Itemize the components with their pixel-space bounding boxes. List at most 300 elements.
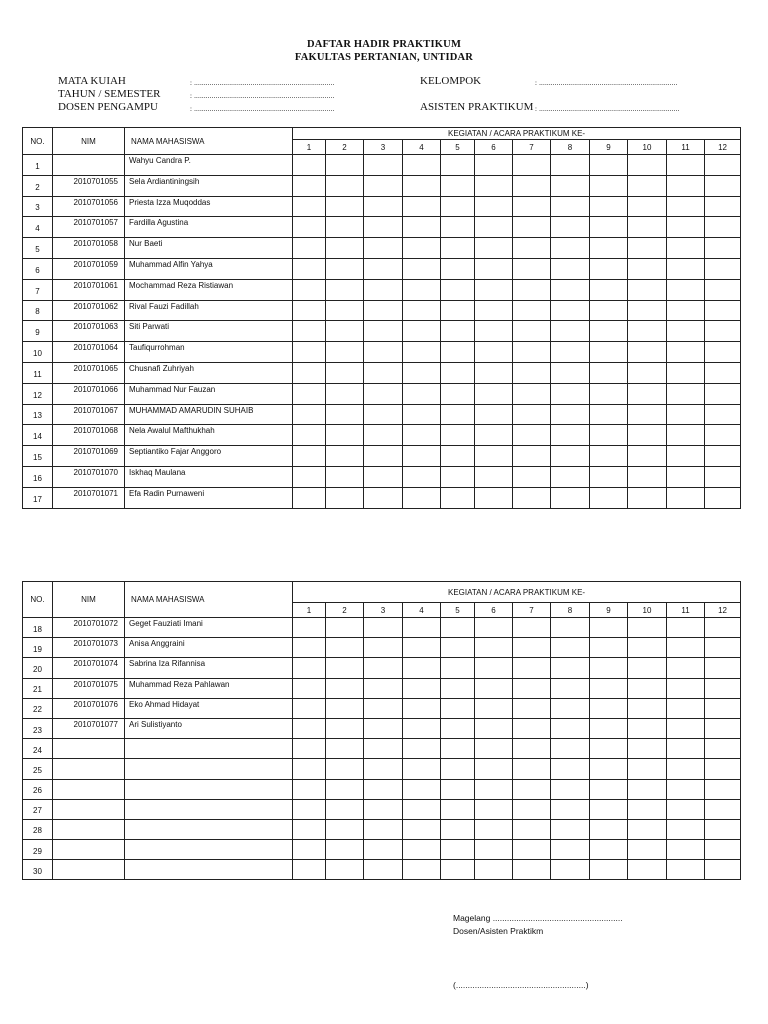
attendance-cell[interactable] bbox=[441, 860, 475, 880]
attendance-cell[interactable] bbox=[403, 342, 441, 363]
attendance-cell[interactable] bbox=[475, 446, 513, 467]
kelompok-field[interactable]: : ....................................................................... bbox=[535, 79, 678, 87]
attendance-cell[interactable] bbox=[364, 658, 403, 678]
attendance-cell[interactable] bbox=[293, 342, 326, 363]
attendance-cell[interactable] bbox=[326, 487, 364, 508]
attendance-cell[interactable] bbox=[364, 383, 403, 404]
attendance-cell[interactable] bbox=[326, 466, 364, 487]
attendance-cell[interactable] bbox=[513, 678, 551, 698]
attendance-cell[interactable] bbox=[293, 638, 326, 658]
attendance-cell[interactable] bbox=[326, 196, 364, 217]
attendance-cell[interactable] bbox=[705, 196, 741, 217]
attendance-cell[interactable] bbox=[403, 779, 441, 799]
attendance-cell[interactable] bbox=[628, 321, 667, 342]
attendance-cell[interactable] bbox=[326, 300, 364, 321]
attendance-cell[interactable] bbox=[513, 487, 551, 508]
attendance-cell[interactable] bbox=[667, 698, 705, 718]
attendance-cell[interactable] bbox=[364, 238, 403, 259]
attendance-cell[interactable] bbox=[705, 238, 741, 259]
attendance-cell[interactable] bbox=[628, 638, 667, 658]
attendance-cell[interactable] bbox=[513, 258, 551, 279]
attendance-cell[interactable] bbox=[513, 446, 551, 467]
attendance-cell[interactable] bbox=[364, 404, 403, 425]
attendance-cell[interactable] bbox=[705, 799, 741, 819]
attendance-cell[interactable] bbox=[441, 175, 475, 196]
attendance-cell[interactable] bbox=[705, 698, 741, 718]
attendance-cell[interactable] bbox=[441, 279, 475, 300]
attendance-cell[interactable] bbox=[326, 658, 364, 678]
attendance-cell[interactable] bbox=[441, 446, 475, 467]
attendance-cell[interactable] bbox=[628, 618, 667, 638]
attendance-cell[interactable] bbox=[590, 425, 628, 446]
attendance-cell[interactable] bbox=[551, 238, 590, 259]
attendance-cell[interactable] bbox=[551, 155, 590, 176]
attendance-cell[interactable] bbox=[293, 425, 326, 446]
attendance-cell[interactable] bbox=[705, 860, 741, 880]
attendance-cell[interactable] bbox=[590, 258, 628, 279]
attendance-cell[interactable] bbox=[628, 487, 667, 508]
attendance-cell[interactable] bbox=[326, 860, 364, 880]
attendance-cell[interactable] bbox=[326, 155, 364, 176]
attendance-cell[interactable] bbox=[628, 383, 667, 404]
attendance-cell[interactable] bbox=[364, 425, 403, 446]
attendance-cell[interactable] bbox=[551, 425, 590, 446]
attendance-cell[interactable] bbox=[475, 779, 513, 799]
attendance-cell[interactable] bbox=[403, 466, 441, 487]
attendance-cell[interactable] bbox=[403, 404, 441, 425]
attendance-cell[interactable] bbox=[628, 860, 667, 880]
attendance-cell[interactable] bbox=[326, 362, 364, 383]
attendance-cell[interactable] bbox=[364, 342, 403, 363]
attendance-cell[interactable] bbox=[590, 618, 628, 638]
attendance-cell[interactable] bbox=[403, 840, 441, 860]
attendance-cell[interactable] bbox=[441, 404, 475, 425]
attendance-cell[interactable] bbox=[590, 362, 628, 383]
attendance-cell[interactable] bbox=[475, 698, 513, 718]
attendance-cell[interactable] bbox=[441, 840, 475, 860]
attendance-cell[interactable] bbox=[705, 718, 741, 738]
attendance-cell[interactable] bbox=[513, 779, 551, 799]
attendance-cell[interactable] bbox=[551, 466, 590, 487]
attendance-cell[interactable] bbox=[293, 819, 326, 839]
attendance-cell[interactable] bbox=[628, 258, 667, 279]
attendance-cell[interactable] bbox=[590, 799, 628, 819]
attendance-cell[interactable] bbox=[364, 196, 403, 217]
attendance-cell[interactable] bbox=[590, 155, 628, 176]
attendance-cell[interactable] bbox=[475, 799, 513, 819]
attendance-cell[interactable] bbox=[628, 819, 667, 839]
attendance-cell[interactable] bbox=[364, 487, 403, 508]
attendance-cell[interactable] bbox=[364, 217, 403, 238]
attendance-cell[interactable] bbox=[475, 860, 513, 880]
attendance-cell[interactable] bbox=[513, 404, 551, 425]
attendance-cell[interactable] bbox=[628, 658, 667, 678]
attendance-cell[interactable] bbox=[705, 739, 741, 759]
attendance-cell[interactable] bbox=[513, 217, 551, 238]
attendance-cell[interactable] bbox=[364, 819, 403, 839]
attendance-cell[interactable] bbox=[551, 404, 590, 425]
attendance-cell[interactable] bbox=[705, 321, 741, 342]
attendance-cell[interactable] bbox=[403, 446, 441, 467]
attendance-cell[interactable] bbox=[667, 258, 705, 279]
attendance-cell[interactable] bbox=[590, 860, 628, 880]
attendance-cell[interactable] bbox=[403, 718, 441, 738]
attendance-cell[interactable] bbox=[441, 658, 475, 678]
attendance-cell[interactable] bbox=[475, 466, 513, 487]
attendance-cell[interactable] bbox=[326, 678, 364, 698]
attendance-cell[interactable] bbox=[590, 217, 628, 238]
attendance-cell[interactable] bbox=[293, 698, 326, 718]
attendance-cell[interactable] bbox=[293, 300, 326, 321]
attendance-cell[interactable] bbox=[403, 658, 441, 678]
attendance-cell[interactable] bbox=[441, 819, 475, 839]
attendance-cell[interactable] bbox=[403, 487, 441, 508]
attendance-cell[interactable] bbox=[667, 840, 705, 860]
attendance-cell[interactable] bbox=[403, 759, 441, 779]
attendance-cell[interactable] bbox=[667, 155, 705, 176]
attendance-cell[interactable] bbox=[326, 383, 364, 404]
attendance-cell[interactable] bbox=[590, 678, 628, 698]
attendance-cell[interactable] bbox=[667, 404, 705, 425]
attendance-cell[interactable] bbox=[551, 799, 590, 819]
attendance-cell[interactable] bbox=[326, 759, 364, 779]
attendance-cell[interactable] bbox=[364, 799, 403, 819]
attendance-cell[interactable] bbox=[403, 799, 441, 819]
attendance-cell[interactable] bbox=[667, 759, 705, 779]
attendance-cell[interactable] bbox=[705, 678, 741, 698]
attendance-cell[interactable] bbox=[590, 342, 628, 363]
attendance-cell[interactable] bbox=[705, 779, 741, 799]
attendance-cell[interactable] bbox=[293, 487, 326, 508]
attendance-cell[interactable] bbox=[667, 175, 705, 196]
attendance-cell[interactable] bbox=[513, 196, 551, 217]
attendance-cell[interactable] bbox=[513, 466, 551, 487]
attendance-cell[interactable] bbox=[364, 321, 403, 342]
attendance-cell[interactable] bbox=[475, 840, 513, 860]
attendance-cell[interactable] bbox=[590, 279, 628, 300]
attendance-cell[interactable] bbox=[364, 279, 403, 300]
attendance-cell[interactable] bbox=[441, 196, 475, 217]
attendance-cell[interactable] bbox=[293, 279, 326, 300]
attendance-cell[interactable] bbox=[628, 466, 667, 487]
attendance-cell[interactable] bbox=[667, 321, 705, 342]
attendance-cell[interactable] bbox=[441, 466, 475, 487]
attendance-cell[interactable] bbox=[293, 196, 326, 217]
attendance-cell[interactable] bbox=[475, 342, 513, 363]
attendance-cell[interactable] bbox=[590, 698, 628, 718]
attendance-cell[interactable] bbox=[475, 238, 513, 259]
attendance-cell[interactable] bbox=[293, 678, 326, 698]
attendance-cell[interactable] bbox=[551, 362, 590, 383]
attendance-cell[interactable] bbox=[590, 321, 628, 342]
mata-kuliah-field[interactable]: : ........................................................................ bbox=[190, 79, 335, 87]
attendance-cell[interactable] bbox=[590, 658, 628, 678]
attendance-cell[interactable] bbox=[513, 300, 551, 321]
attendance-cell[interactable] bbox=[667, 383, 705, 404]
attendance-cell[interactable] bbox=[326, 175, 364, 196]
attendance-cell[interactable] bbox=[667, 860, 705, 880]
attendance-cell[interactable] bbox=[513, 819, 551, 839]
attendance-cell[interactable] bbox=[705, 300, 741, 321]
attendance-cell[interactable] bbox=[551, 217, 590, 238]
attendance-cell[interactable] bbox=[293, 238, 326, 259]
attendance-cell[interactable] bbox=[441, 487, 475, 508]
attendance-cell[interactable] bbox=[667, 779, 705, 799]
attendance-cell[interactable] bbox=[293, 175, 326, 196]
attendance-cell[interactable] bbox=[364, 175, 403, 196]
attendance-cell[interactable] bbox=[293, 779, 326, 799]
attendance-cell[interactable] bbox=[667, 487, 705, 508]
attendance-cell[interactable] bbox=[705, 217, 741, 238]
attendance-cell[interactable] bbox=[513, 238, 551, 259]
attendance-cell[interactable] bbox=[513, 279, 551, 300]
attendance-cell[interactable] bbox=[551, 759, 590, 779]
attendance-cell[interactable] bbox=[403, 300, 441, 321]
attendance-cell[interactable] bbox=[403, 321, 441, 342]
attendance-cell[interactable] bbox=[441, 217, 475, 238]
attendance-cell[interactable] bbox=[475, 718, 513, 738]
attendance-cell[interactable] bbox=[441, 300, 475, 321]
attendance-cell[interactable] bbox=[293, 446, 326, 467]
attendance-cell[interactable] bbox=[551, 487, 590, 508]
attendance-cell[interactable] bbox=[667, 238, 705, 259]
attendance-cell[interactable] bbox=[513, 739, 551, 759]
attendance-cell[interactable] bbox=[441, 155, 475, 176]
attendance-cell[interactable] bbox=[705, 258, 741, 279]
attendance-cell[interactable] bbox=[667, 196, 705, 217]
attendance-cell[interactable] bbox=[551, 258, 590, 279]
attendance-cell[interactable] bbox=[326, 425, 364, 446]
attendance-cell[interactable] bbox=[667, 362, 705, 383]
attendance-cell[interactable] bbox=[513, 425, 551, 446]
attendance-cell[interactable] bbox=[513, 175, 551, 196]
attendance-cell[interactable] bbox=[475, 759, 513, 779]
attendance-cell[interactable] bbox=[628, 342, 667, 363]
attendance-cell[interactable] bbox=[551, 618, 590, 638]
attendance-cell[interactable] bbox=[628, 425, 667, 446]
attendance-cell[interactable] bbox=[590, 404, 628, 425]
attendance-cell[interactable] bbox=[475, 819, 513, 839]
attendance-cell[interactable] bbox=[403, 217, 441, 238]
attendance-cell[interactable] bbox=[628, 238, 667, 259]
attendance-cell[interactable] bbox=[551, 718, 590, 738]
attendance-cell[interactable] bbox=[475, 175, 513, 196]
attendance-cell[interactable] bbox=[441, 638, 475, 658]
attendance-cell[interactable] bbox=[475, 258, 513, 279]
attendance-cell[interactable] bbox=[667, 466, 705, 487]
attendance-cell[interactable] bbox=[551, 638, 590, 658]
attendance-cell[interactable] bbox=[475, 362, 513, 383]
attendance-cell[interactable] bbox=[705, 638, 741, 658]
attendance-cell[interactable] bbox=[667, 718, 705, 738]
attendance-cell[interactable] bbox=[628, 678, 667, 698]
attendance-cell[interactable] bbox=[441, 258, 475, 279]
attendance-cell[interactable] bbox=[364, 718, 403, 738]
attendance-cell[interactable] bbox=[293, 799, 326, 819]
attendance-cell[interactable] bbox=[705, 466, 741, 487]
attendance-cell[interactable] bbox=[293, 739, 326, 759]
attendance-cell[interactable] bbox=[403, 279, 441, 300]
attendance-cell[interactable] bbox=[590, 739, 628, 759]
attendance-cell[interactable] bbox=[705, 279, 741, 300]
attendance-cell[interactable] bbox=[551, 819, 590, 839]
attendance-cell[interactable] bbox=[513, 759, 551, 779]
attendance-cell[interactable] bbox=[513, 321, 551, 342]
attendance-cell[interactable] bbox=[590, 779, 628, 799]
attendance-cell[interactable] bbox=[628, 300, 667, 321]
attendance-cell[interactable] bbox=[364, 300, 403, 321]
attendance-cell[interactable] bbox=[475, 739, 513, 759]
attendance-cell[interactable] bbox=[705, 819, 741, 839]
attendance-cell[interactable] bbox=[705, 425, 741, 446]
attendance-cell[interactable] bbox=[705, 175, 741, 196]
attendance-cell[interactable] bbox=[628, 759, 667, 779]
attendance-cell[interactable] bbox=[551, 840, 590, 860]
attendance-cell[interactable] bbox=[403, 739, 441, 759]
attendance-cell[interactable] bbox=[441, 678, 475, 698]
attendance-cell[interactable] bbox=[293, 362, 326, 383]
attendance-cell[interactable] bbox=[403, 362, 441, 383]
attendance-cell[interactable] bbox=[705, 362, 741, 383]
attendance-cell[interactable] bbox=[475, 321, 513, 342]
tahun-semester-field[interactable]: : ........................................................................ bbox=[190, 92, 335, 100]
attendance-cell[interactable] bbox=[628, 217, 667, 238]
attendance-cell[interactable] bbox=[441, 425, 475, 446]
attendance-cell[interactable] bbox=[513, 362, 551, 383]
attendance-cell[interactable] bbox=[705, 342, 741, 363]
attendance-cell[interactable] bbox=[293, 658, 326, 678]
attendance-cell[interactable] bbox=[628, 404, 667, 425]
attendance-cell[interactable] bbox=[441, 698, 475, 718]
dosen-pengampu-field[interactable]: : ........................................................................ bbox=[190, 105, 335, 113]
footer-signature[interactable]: (.......................................................) bbox=[453, 980, 589, 990]
attendance-cell[interactable] bbox=[364, 840, 403, 860]
attendance-cell[interactable] bbox=[590, 175, 628, 196]
attendance-cell[interactable] bbox=[590, 840, 628, 860]
attendance-cell[interactable] bbox=[475, 487, 513, 508]
attendance-cell[interactable] bbox=[513, 383, 551, 404]
attendance-cell[interactable] bbox=[590, 819, 628, 839]
attendance-cell[interactable] bbox=[513, 658, 551, 678]
attendance-cell[interactable] bbox=[551, 321, 590, 342]
attendance-cell[interactable] bbox=[441, 779, 475, 799]
attendance-cell[interactable] bbox=[293, 840, 326, 860]
attendance-cell[interactable] bbox=[326, 258, 364, 279]
attendance-cell[interactable] bbox=[326, 739, 364, 759]
attendance-cell[interactable] bbox=[403, 618, 441, 638]
attendance-cell[interactable] bbox=[590, 487, 628, 508]
attendance-cell[interactable] bbox=[551, 300, 590, 321]
attendance-cell[interactable] bbox=[667, 300, 705, 321]
attendance-cell[interactable] bbox=[667, 217, 705, 238]
attendance-cell[interactable] bbox=[364, 258, 403, 279]
attendance-cell[interactable] bbox=[513, 155, 551, 176]
attendance-cell[interactable] bbox=[364, 638, 403, 658]
attendance-cell[interactable] bbox=[403, 698, 441, 718]
attendance-cell[interactable] bbox=[293, 759, 326, 779]
attendance-cell[interactable] bbox=[293, 618, 326, 638]
attendance-cell[interactable] bbox=[441, 618, 475, 638]
attendance-cell[interactable] bbox=[403, 638, 441, 658]
attendance-cell[interactable] bbox=[403, 860, 441, 880]
attendance-cell[interactable] bbox=[513, 342, 551, 363]
attendance-cell[interactable] bbox=[551, 383, 590, 404]
attendance-cell[interactable] bbox=[705, 618, 741, 638]
attendance-cell[interactable] bbox=[441, 759, 475, 779]
attendance-cell[interactable] bbox=[403, 819, 441, 839]
attendance-cell[interactable] bbox=[667, 658, 705, 678]
attendance-cell[interactable] bbox=[364, 739, 403, 759]
attendance-cell[interactable] bbox=[628, 175, 667, 196]
attendance-cell[interactable] bbox=[513, 860, 551, 880]
attendance-cell[interactable] bbox=[475, 618, 513, 638]
attendance-cell[interactable] bbox=[667, 799, 705, 819]
attendance-cell[interactable] bbox=[628, 196, 667, 217]
attendance-cell[interactable] bbox=[441, 238, 475, 259]
attendance-cell[interactable] bbox=[705, 155, 741, 176]
attendance-cell[interactable] bbox=[441, 799, 475, 819]
attendance-cell[interactable] bbox=[628, 779, 667, 799]
attendance-cell[interactable] bbox=[667, 446, 705, 467]
attendance-cell[interactable] bbox=[590, 238, 628, 259]
attendance-cell[interactable] bbox=[364, 618, 403, 638]
attendance-cell[interactable] bbox=[590, 446, 628, 467]
attendance-cell[interactable] bbox=[293, 321, 326, 342]
attendance-cell[interactable] bbox=[293, 718, 326, 738]
attendance-cell[interactable] bbox=[551, 175, 590, 196]
attendance-cell[interactable] bbox=[293, 258, 326, 279]
attendance-cell[interactable] bbox=[441, 739, 475, 759]
attendance-cell[interactable] bbox=[364, 860, 403, 880]
attendance-cell[interactable] bbox=[475, 155, 513, 176]
attendance-cell[interactable] bbox=[403, 258, 441, 279]
attendance-cell[interactable] bbox=[551, 658, 590, 678]
attendance-cell[interactable] bbox=[475, 279, 513, 300]
attendance-cell[interactable] bbox=[551, 196, 590, 217]
attendance-cell[interactable] bbox=[705, 487, 741, 508]
attendance-cell[interactable] bbox=[475, 196, 513, 217]
attendance-cell[interactable] bbox=[705, 383, 741, 404]
attendance-cell[interactable] bbox=[551, 739, 590, 759]
attendance-cell[interactable] bbox=[403, 238, 441, 259]
attendance-cell[interactable] bbox=[590, 196, 628, 217]
attendance-cell[interactable] bbox=[326, 698, 364, 718]
attendance-cell[interactable] bbox=[441, 718, 475, 738]
attendance-cell[interactable] bbox=[628, 362, 667, 383]
attendance-cell[interactable] bbox=[628, 739, 667, 759]
attendance-cell[interactable] bbox=[475, 678, 513, 698]
attendance-cell[interactable] bbox=[475, 425, 513, 446]
attendance-cell[interactable] bbox=[326, 321, 364, 342]
attendance-cell[interactable] bbox=[364, 446, 403, 467]
attendance-cell[interactable] bbox=[667, 342, 705, 363]
attendance-cell[interactable] bbox=[667, 638, 705, 658]
attendance-cell[interactable] bbox=[326, 618, 364, 638]
attendance-cell[interactable] bbox=[551, 678, 590, 698]
attendance-cell[interactable] bbox=[551, 698, 590, 718]
attendance-cell[interactable] bbox=[475, 383, 513, 404]
attendance-cell[interactable] bbox=[364, 759, 403, 779]
attendance-cell[interactable] bbox=[403, 196, 441, 217]
attendance-cell[interactable] bbox=[590, 300, 628, 321]
attendance-cell[interactable] bbox=[628, 446, 667, 467]
attendance-cell[interactable] bbox=[403, 383, 441, 404]
attendance-cell[interactable] bbox=[293, 155, 326, 176]
attendance-cell[interactable] bbox=[705, 759, 741, 779]
attendance-cell[interactable] bbox=[628, 799, 667, 819]
attendance-cell[interactable] bbox=[364, 779, 403, 799]
attendance-cell[interactable] bbox=[628, 155, 667, 176]
